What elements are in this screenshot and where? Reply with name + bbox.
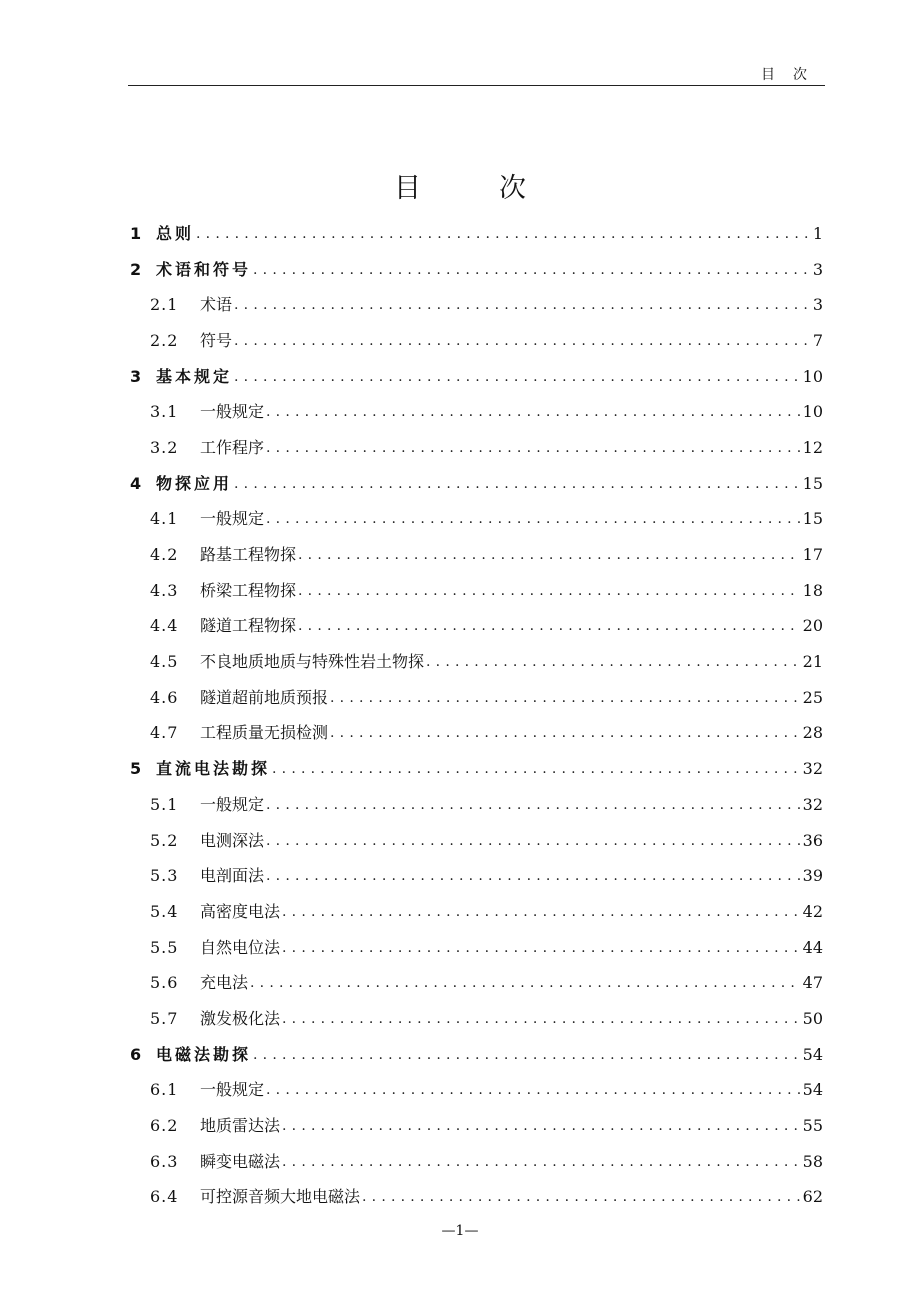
toc-entry-number: 3 (130, 366, 145, 386)
toc-leader-dots (266, 405, 801, 419)
toc-leader-dots (253, 263, 811, 277)
toc-entry-page: 54 (802, 1080, 823, 1100)
toc-entry-page: 25 (802, 687, 823, 707)
toc-entry-title: 总则 (156, 223, 195, 243)
toc-leader-dots (266, 798, 801, 812)
toc-entry-title: 符号 (200, 330, 233, 350)
toc-entry-title: 电测深法 (200, 830, 265, 850)
toc-entry-page: 39 (802, 866, 823, 886)
toc-leader-dots (250, 976, 801, 990)
toc-leader-dots (234, 334, 811, 348)
toc-section-entry[interactable] (130, 537, 823, 573)
toc-entry-page: 54 (802, 1044, 823, 1064)
toc-leader-dots (282, 941, 801, 955)
toc-entry-number: 4.5 (150, 652, 179, 672)
toc-entry-page: 58 (802, 1151, 823, 1171)
toc-entry-number: 1 (130, 223, 145, 243)
toc-leader-dots (282, 1119, 801, 1133)
toc-leader-dots (266, 834, 801, 848)
toc-leader-dots (426, 655, 801, 669)
toc-section-entry[interactable] (130, 858, 823, 894)
toc-leader-dots (196, 227, 811, 241)
toc-entry-title: 术语 (200, 295, 233, 315)
toc-leader-dots (234, 298, 811, 312)
toc-entry-number: 6 (130, 1044, 145, 1064)
toc-chapter-entry[interactable] (130, 751, 823, 787)
toc-section-entry[interactable] (130, 1108, 823, 1144)
toc-section-entry[interactable] (130, 502, 823, 538)
toc-entry-title: 隧道超前地质预报 (200, 687, 329, 707)
toc-entry-number: 5.1 (150, 794, 179, 814)
toc-entry-number: 5.7 (150, 1008, 179, 1028)
toc-section-entry[interactable] (130, 930, 823, 966)
toc-entry-number: 4.7 (150, 723, 179, 743)
toc-entry-number: 6.1 (150, 1080, 179, 1100)
toc-entry-title: 直流电法勘探 (156, 759, 271, 779)
toc-entry-number: 6.4 (150, 1187, 179, 1207)
toc-chapter-entry[interactable] (130, 252, 823, 288)
toc-entry-title: 物探应用 (156, 473, 233, 493)
toc-section-entry[interactable] (130, 787, 823, 823)
toc-chapter-entry[interactable] (130, 216, 823, 252)
toc-entry-page: 62 (802, 1187, 823, 1207)
toc-entry-number: 3.1 (150, 402, 179, 422)
toc-entry-page: 50 (802, 1008, 823, 1028)
toc-entry-page: 47 (802, 973, 823, 993)
toc-chapter-entry[interactable] (130, 466, 823, 502)
running-header: 目次 (761, 67, 825, 83)
toc-entry-number: 4.1 (150, 509, 179, 529)
toc-entry-title: 工作程序 (200, 437, 265, 457)
toc-leader-dots (272, 762, 801, 776)
toc-entry-page: 32 (802, 794, 823, 814)
toc-leader-dots (362, 1190, 801, 1204)
toc-entry-title: 可控源音频大地电磁法 (200, 1187, 361, 1207)
toc-leader-dots (253, 1048, 801, 1062)
toc-entry-page: 21 (802, 652, 823, 672)
toc-entry-title: 自然电位法 (200, 937, 281, 957)
toc-leader-dots (298, 619, 801, 633)
toc-entry-number: 5.5 (150, 937, 179, 957)
toc-entry-page: 10 (802, 366, 823, 386)
toc-entry-title: 一般规定 (200, 1080, 265, 1100)
toc-entry-title: 不良地质地质与特殊性岩土物探 (200, 652, 425, 672)
toc-leader-dots (234, 477, 801, 491)
toc-leader-dots (266, 512, 801, 526)
toc-entry-page: 32 (802, 759, 823, 779)
toc-section-entry[interactable] (130, 1001, 823, 1037)
toc-entry-number: 5 (130, 759, 145, 779)
toc-leader-dots (298, 548, 801, 562)
toc-entry-title: 电剖面法 (200, 866, 265, 886)
toc-leader-dots (330, 726, 801, 740)
page-number: —1— (441, 1223, 479, 1239)
toc-section-entry[interactable] (130, 1144, 823, 1180)
toc-entry-title: 路基工程物探 (200, 545, 297, 565)
toc-section-entry[interactable] (130, 609, 823, 645)
toc-entry-title: 激发极化法 (200, 1008, 281, 1028)
toc-entry-number: 6.3 (150, 1151, 179, 1171)
toc-entry-title: 一般规定 (200, 509, 265, 529)
toc-entry-title: 一般规定 (200, 794, 265, 814)
toc-entry-page: 12 (802, 437, 823, 457)
toc-leader-dots (266, 1083, 801, 1097)
toc-leader-dots (330, 691, 801, 705)
toc-entry-title: 工程质量无损检测 (200, 723, 329, 743)
toc-entry-number: 5.2 (150, 830, 179, 850)
toc-entry-page: 55 (802, 1116, 823, 1136)
toc-entry-page: 3 (812, 259, 823, 279)
toc-section-entry[interactable] (130, 394, 823, 430)
toc-entry-title: 高密度电法 (200, 901, 281, 921)
toc-leader-dots (282, 1155, 801, 1169)
toc-section-entry[interactable] (130, 680, 823, 716)
toc-leader-dots (266, 441, 801, 455)
toc-entry-page: 28 (802, 723, 823, 743)
toc-section-entry[interactable] (130, 965, 823, 1001)
toc-leader-dots (266, 869, 801, 883)
toc-entry-title: 瞬变电磁法 (200, 1151, 281, 1171)
toc-entry-page: 15 (802, 473, 823, 493)
toc-entry-title: 充电法 (200, 973, 249, 993)
toc-entry-page: 42 (802, 901, 823, 921)
toc-entry-number: 4.2 (150, 545, 179, 565)
toc-entry-title: 地质雷达法 (200, 1116, 281, 1136)
toc-entry-title: 隧道工程物探 (200, 616, 297, 636)
toc-entry-number: 5.6 (150, 973, 179, 993)
toc-entry-page: 3 (812, 295, 823, 315)
toc-chapter-entry[interactable] (130, 1037, 823, 1073)
toc-entry-number: 3.2 (150, 437, 179, 457)
toc-leader-dots (282, 905, 801, 919)
toc-section-entry[interactable] (130, 573, 823, 609)
toc-entry-number: 2.2 (150, 330, 179, 350)
toc-entry-number: 4.4 (150, 616, 179, 636)
page-title: 目次 (394, 173, 604, 204)
toc-entry-page: 36 (802, 830, 823, 850)
toc-entry-title: 基本规定 (156, 366, 233, 386)
toc-section-entry[interactable] (130, 894, 823, 930)
toc-leader-dots (298, 584, 801, 598)
toc-entry-page: 7 (812, 330, 823, 350)
toc-entry-page: 15 (802, 509, 823, 529)
toc-entry-number: 4.6 (150, 687, 179, 707)
toc-entry-page: 18 (802, 580, 823, 600)
toc-section-entry[interactable] (130, 1073, 823, 1109)
toc-entry-title: 桥梁工程物探 (200, 580, 297, 600)
toc-entry-page: 10 (802, 402, 823, 422)
header-rule (128, 85, 825, 86)
toc-leader-dots (234, 370, 801, 384)
toc-entry-title: 电磁法勘探 (156, 1044, 252, 1064)
toc-entry-page: 20 (802, 616, 823, 636)
toc-entry-number: 2 (130, 259, 145, 279)
toc-section-entry[interactable] (130, 430, 823, 466)
toc-section-entry[interactable] (130, 323, 823, 359)
toc-entry-number: 4.3 (150, 580, 179, 600)
toc-section-entry[interactable] (130, 287, 823, 323)
toc-entry-title: 术语和符号 (156, 259, 252, 279)
toc-entry-page: 1 (812, 223, 823, 243)
toc-section-entry[interactable] (130, 823, 823, 859)
toc-entry-page: 44 (802, 937, 823, 957)
toc-section-entry[interactable] (130, 1180, 823, 1216)
toc-leader-dots (282, 1012, 801, 1026)
toc-chapter-entry[interactable] (130, 359, 823, 395)
toc-entry-number: 6.2 (150, 1116, 179, 1136)
table-of-contents (130, 216, 823, 1215)
toc-section-entry[interactable] (130, 644, 823, 680)
toc-entry-number: 5.4 (150, 901, 179, 921)
toc-entry-number: 4 (130, 473, 145, 493)
toc-entry-number: 5.3 (150, 866, 179, 886)
toc-entry-number: 2.1 (150, 295, 179, 315)
toc-entry-page: 17 (802, 545, 823, 565)
toc-entry-title: 一般规定 (200, 402, 265, 422)
toc-section-entry[interactable] (130, 716, 823, 752)
